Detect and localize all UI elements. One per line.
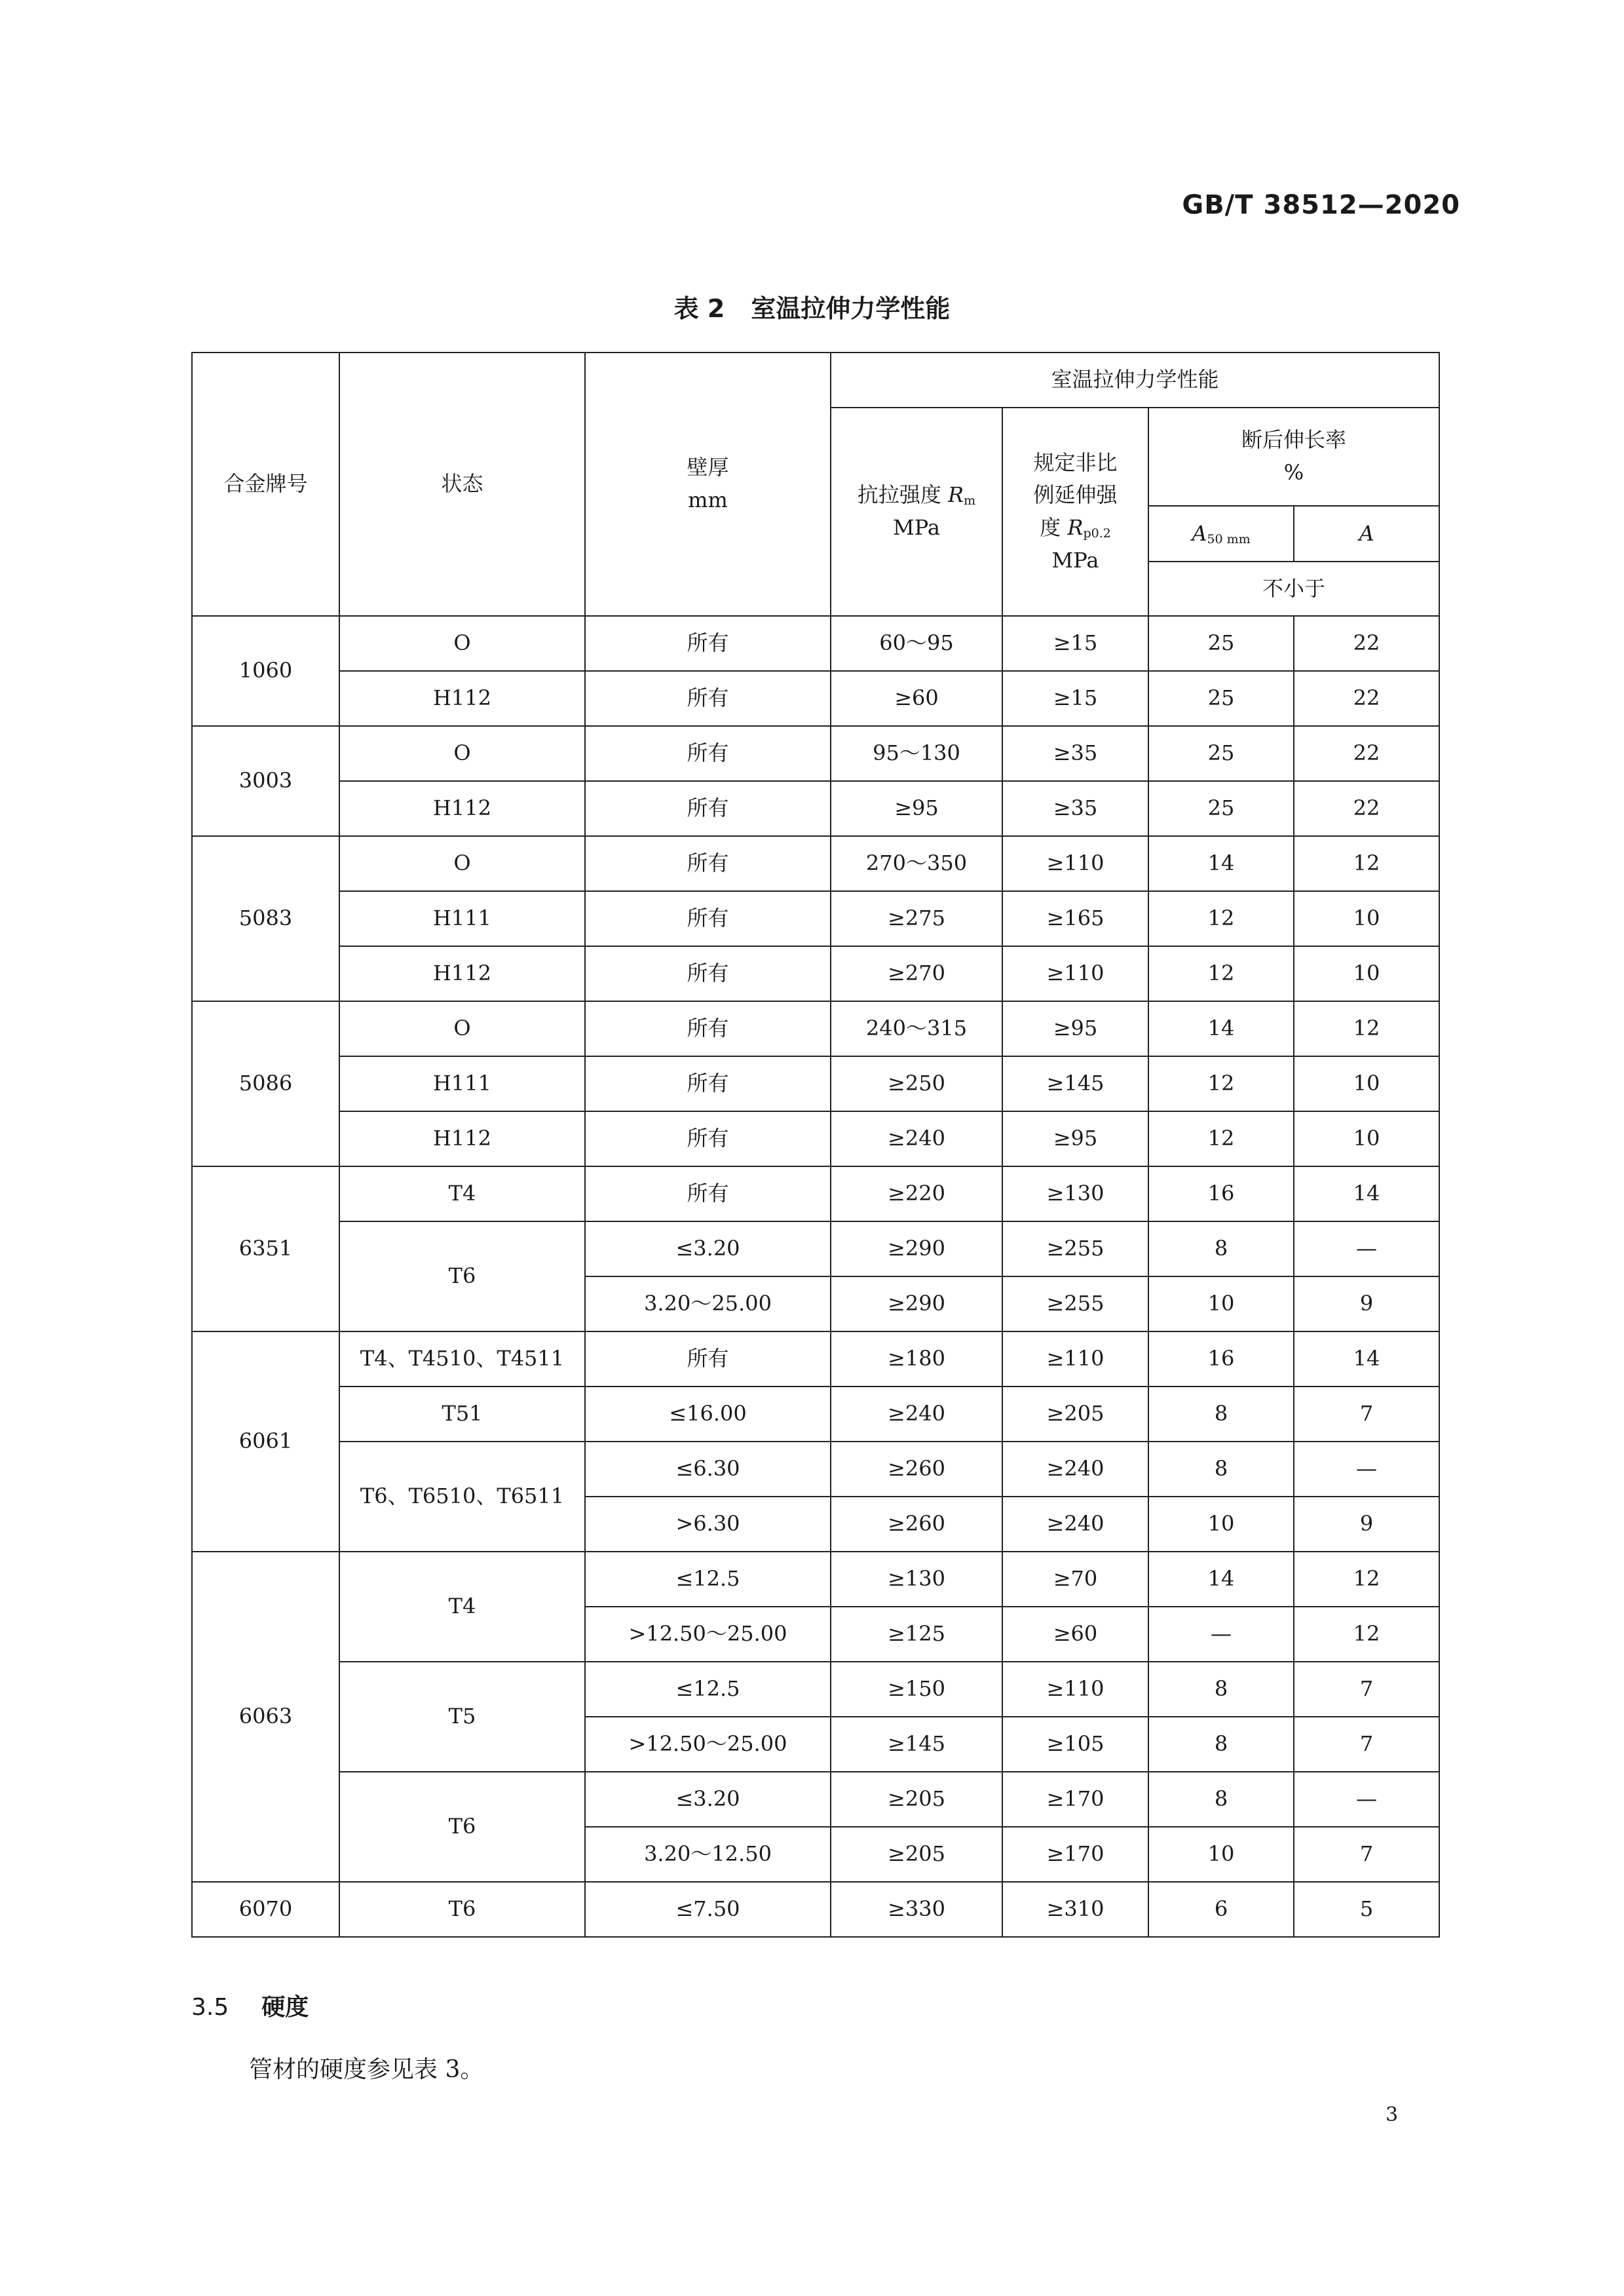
- cell-proof-strength: ≥95: [1002, 1111, 1148, 1166]
- cell-elongation-a: 10: [1294, 1111, 1439, 1166]
- cell-temper: T51: [339, 1387, 585, 1442]
- header-rp-label3: 度: [1040, 515, 1068, 540]
- header-temper: 状态: [339, 353, 585, 616]
- cell-tensile-strength: ≥145: [831, 1717, 1002, 1772]
- cell-alloy: 3003: [192, 726, 339, 836]
- cell-tensile-strength: 240～315: [831, 1001, 1002, 1056]
- body-paragraph: 管材的硬度参见表 3。: [249, 2056, 484, 2083]
- cell-thickness: 3.20～12.50: [585, 1827, 831, 1882]
- cell-alloy: 6070: [192, 1882, 339, 1937]
- table-row: [192, 1882, 1439, 1937]
- cell-thickness: 3.20～25.00: [585, 1276, 831, 1331]
- cell-elongation-a50: 12: [1148, 891, 1294, 946]
- cell-tensile-strength: ≥95: [831, 781, 1002, 836]
- cell-elongation-a50: 10: [1148, 1497, 1294, 1552]
- cell-elongation-a50: —: [1148, 1607, 1294, 1662]
- cell-alloy: 6061: [192, 1331, 339, 1552]
- page-number: 3: [1386, 2103, 1399, 2126]
- table-body: [192, 616, 1439, 1937]
- header-thickness-label: 壁厚: [687, 455, 729, 480]
- cell-temper: O: [339, 836, 585, 891]
- cell-thickness: 所有: [585, 1331, 831, 1387]
- header-rp-label2: 例延伸强: [1033, 482, 1118, 508]
- cell-tensile-strength: ≥130: [831, 1552, 1002, 1607]
- cell-thickness: 所有: [585, 1111, 831, 1166]
- cell-proof-strength: ≥145: [1002, 1056, 1148, 1111]
- header-a: [1294, 506, 1439, 562]
- cell-proof-strength: ≥60: [1002, 1607, 1148, 1662]
- header-group: 室温拉伸力学性能: [831, 353, 1439, 408]
- cell-elongation-a50: 25: [1148, 616, 1294, 671]
- cell-proof-strength: ≥165: [1002, 891, 1148, 946]
- cell-temper: T4: [339, 1166, 585, 1221]
- table-row: [192, 946, 1439, 1001]
- cell-thickness: 所有: [585, 1001, 831, 1056]
- cell-thickness: 所有: [585, 616, 831, 671]
- cell-tensile-strength: ≥260: [831, 1442, 1002, 1497]
- cell-elongation-a: 9: [1294, 1497, 1439, 1552]
- cell-elongation-a: 14: [1294, 1166, 1439, 1221]
- header-thickness: [585, 353, 831, 616]
- header-elongation-unit: %: [1283, 460, 1304, 485]
- header-rp: [1002, 408, 1148, 616]
- table-row: [192, 1166, 1439, 1221]
- header-rm: [831, 408, 1002, 616]
- cell-tensile-strength: ≥275: [831, 891, 1002, 946]
- cell-alloy: 5086: [192, 1001, 339, 1166]
- header-rp-unit: MPa: [1051, 547, 1099, 573]
- cell-elongation-a: 10: [1294, 891, 1439, 946]
- cell-elongation-a50: 12: [1148, 1056, 1294, 1111]
- cell-temper: O: [339, 616, 585, 671]
- header-rp-label1: 规定非比: [1033, 450, 1118, 475]
- cell-proof-strength: ≥110: [1002, 836, 1148, 891]
- cell-proof-strength: ≥35: [1002, 726, 1148, 781]
- cell-thickness: ≤3.20: [585, 1221, 831, 1276]
- cell-elongation-a50: 14: [1148, 1552, 1294, 1607]
- cell-thickness: ≤7.50: [585, 1882, 831, 1937]
- table-row: [192, 1056, 1439, 1111]
- cell-elongation-a: 7: [1294, 1717, 1439, 1772]
- cell-tensile-strength: ≥180: [831, 1331, 1002, 1387]
- cell-elongation-a50: 8: [1148, 1717, 1294, 1772]
- header-rp-symbol: R: [1067, 515, 1084, 540]
- cell-tensile-strength: ≥330: [831, 1882, 1002, 1937]
- section-number: 3.5: [191, 1994, 229, 2021]
- cell-elongation-a: 22: [1294, 616, 1439, 671]
- cell-elongation-a50: 25: [1148, 781, 1294, 836]
- cell-elongation-a50: 6: [1148, 1882, 1294, 1937]
- cell-elongation-a50: 14: [1148, 1001, 1294, 1056]
- cell-alloy: 1060: [192, 616, 339, 726]
- cell-elongation-a50: 25: [1148, 671, 1294, 726]
- cell-proof-strength: ≥95: [1002, 1001, 1148, 1056]
- cell-elongation-a: 7: [1294, 1662, 1439, 1717]
- cell-alloy: 5083: [192, 836, 339, 1001]
- cell-proof-strength: ≥240: [1002, 1497, 1148, 1552]
- header-a50: [1148, 506, 1294, 562]
- cell-elongation-a: 7: [1294, 1827, 1439, 1882]
- table-row: [192, 1772, 1439, 1827]
- cell-temper: T4: [339, 1552, 585, 1662]
- header-a-symbol: A: [1359, 520, 1374, 546]
- cell-temper: H112: [339, 1111, 585, 1166]
- cell-temper: T5: [339, 1662, 585, 1772]
- cell-thickness: 所有: [585, 1056, 831, 1111]
- cell-thickness: ≤6.30: [585, 1442, 831, 1497]
- cell-tensile-strength: ≥205: [831, 1772, 1002, 1827]
- cell-elongation-a50: 12: [1148, 1111, 1294, 1166]
- table-row: [192, 1001, 1439, 1056]
- cell-thickness: ≤16.00: [585, 1387, 831, 1442]
- cell-proof-strength: ≥15: [1002, 616, 1148, 671]
- cell-elongation-a50: 25: [1148, 726, 1294, 781]
- cell-elongation-a50: 8: [1148, 1221, 1294, 1276]
- cell-proof-strength: ≥255: [1002, 1221, 1148, 1276]
- cell-temper: T6: [339, 1221, 585, 1331]
- cell-thickness: ≤12.5: [585, 1552, 831, 1607]
- cell-temper: H111: [339, 891, 585, 946]
- cell-tensile-strength: ≥205: [831, 1827, 1002, 1882]
- table-row: [192, 1331, 1439, 1387]
- cell-elongation-a50: 14: [1148, 836, 1294, 891]
- cell-tensile-strength: ≥260: [831, 1497, 1002, 1552]
- cell-tensile-strength: ≥250: [831, 1056, 1002, 1111]
- header-a50-subscript: 50 mm: [1207, 531, 1251, 546]
- cell-elongation-a: 14: [1294, 1331, 1439, 1387]
- cell-tensile-strength: ≥60: [831, 671, 1002, 726]
- standard-number: GB/T 38512—2020: [1182, 190, 1460, 220]
- cell-temper: H112: [339, 671, 585, 726]
- cell-tensile-strength: ≥240: [831, 1111, 1002, 1166]
- cell-temper: T6: [339, 1882, 585, 1937]
- cell-elongation-a: —: [1294, 1221, 1439, 1276]
- cell-tensile-strength: ≥290: [831, 1276, 1002, 1331]
- cell-thickness: 所有: [585, 1166, 831, 1221]
- cell-elongation-a: 12: [1294, 836, 1439, 891]
- cell-temper: O: [339, 1001, 585, 1056]
- cell-thickness: 所有: [585, 671, 831, 726]
- cell-elongation-a: 10: [1294, 946, 1439, 1001]
- cell-elongation-a: 5: [1294, 1882, 1439, 1937]
- cell-proof-strength: ≥110: [1002, 1662, 1148, 1717]
- table-row: [192, 616, 1439, 671]
- section-title: 硬度: [261, 1994, 309, 2021]
- cell-elongation-a: 9: [1294, 1276, 1439, 1331]
- section-heading: [191, 1989, 309, 2022]
- cell-thickness: 所有: [585, 946, 831, 1001]
- cell-thickness: >12.50～25.00: [585, 1607, 831, 1662]
- cell-proof-strength: ≥255: [1002, 1276, 1148, 1331]
- cell-proof-strength: ≥110: [1002, 946, 1148, 1001]
- table-row: [192, 1662, 1439, 1717]
- cell-temper: O: [339, 726, 585, 781]
- cell-temper: T6: [339, 1772, 585, 1882]
- cell-elongation-a: 22: [1294, 726, 1439, 781]
- cell-tensile-strength: 270～350: [831, 836, 1002, 891]
- cell-elongation-a50: 8: [1148, 1442, 1294, 1497]
- header-rm-label: 抗拉强度: [857, 482, 949, 508]
- cell-elongation-a50: 8: [1148, 1387, 1294, 1442]
- cell-tensile-strength: ≥270: [831, 946, 1002, 1001]
- cell-elongation-a50: 12: [1148, 946, 1294, 1001]
- cell-thickness: 所有: [585, 836, 831, 891]
- cell-tensile-strength: ≥220: [831, 1166, 1002, 1221]
- cell-elongation-a: 10: [1294, 1056, 1439, 1111]
- table-row: [192, 1442, 1439, 1497]
- table-row: [192, 836, 1439, 891]
- cell-thickness: ≤12.5: [585, 1662, 831, 1717]
- cell-proof-strength: ≥310: [1002, 1882, 1148, 1937]
- table-row: [192, 1387, 1439, 1442]
- cell-proof-strength: ≥170: [1002, 1827, 1148, 1882]
- cell-elongation-a50: 10: [1148, 1276, 1294, 1331]
- table-caption-title: 室温拉伸力学性能: [751, 294, 951, 323]
- table-row: [192, 671, 1439, 726]
- cell-proof-strength: ≥15: [1002, 671, 1148, 726]
- cell-elongation-a50: 8: [1148, 1662, 1294, 1717]
- header-elongation: [1148, 408, 1439, 506]
- cell-elongation-a: 22: [1294, 671, 1439, 726]
- header-thickness-unit: mm: [688, 488, 728, 512]
- table-row: [192, 781, 1439, 836]
- cell-thickness: >12.50～25.00: [585, 1717, 831, 1772]
- cell-tensile-strength: 60～95: [831, 616, 1002, 671]
- cell-proof-strength: ≥170: [1002, 1772, 1148, 1827]
- header-rm-subscript: m: [964, 493, 976, 508]
- cell-elongation-a: 12: [1294, 1001, 1439, 1056]
- cell-alloy: 6351: [192, 1166, 339, 1331]
- table-caption: [0, 288, 1624, 324]
- cell-temper: T6、T6510、T6511: [339, 1442, 585, 1552]
- cell-proof-strength: ≥205: [1002, 1387, 1148, 1442]
- table-row: [192, 1111, 1439, 1166]
- cell-thickness: 所有: [585, 781, 831, 836]
- cell-elongation-a50: 10: [1148, 1827, 1294, 1882]
- table-row: [192, 891, 1439, 946]
- cell-elongation-a50: 8: [1148, 1772, 1294, 1827]
- header-min: 不小于: [1148, 562, 1439, 616]
- cell-tensile-strength: ≥150: [831, 1662, 1002, 1717]
- cell-elongation-a: —: [1294, 1442, 1439, 1497]
- cell-thickness: 所有: [585, 891, 831, 946]
- cell-proof-strength: ≥130: [1002, 1166, 1148, 1221]
- header-a50-symbol: A: [1192, 520, 1207, 546]
- cell-proof-strength: ≥70: [1002, 1552, 1148, 1607]
- cell-elongation-a: 12: [1294, 1607, 1439, 1662]
- cell-elongation-a: 12: [1294, 1552, 1439, 1607]
- cell-tensile-strength: ≥240: [831, 1387, 1002, 1442]
- table-row: [192, 726, 1439, 781]
- header-alloy: 合金牌号: [192, 353, 339, 616]
- cell-elongation-a: —: [1294, 1772, 1439, 1827]
- header-elongation-label: 断后伸长率: [1241, 427, 1347, 453]
- table-row: [192, 1552, 1439, 1607]
- cell-proof-strength: ≥35: [1002, 781, 1148, 836]
- cell-elongation-a: 22: [1294, 781, 1439, 836]
- cell-thickness: ≤3.20: [585, 1772, 831, 1827]
- header-rm-unit: MPa: [893, 515, 940, 540]
- cell-proof-strength: ≥240: [1002, 1442, 1148, 1497]
- cell-tensile-strength: ≥290: [831, 1221, 1002, 1276]
- header-rm-symbol: R: [948, 482, 964, 508]
- cell-elongation-a50: 16: [1148, 1166, 1294, 1221]
- cell-thickness: 所有: [585, 726, 831, 781]
- cell-proof-strength: ≥105: [1002, 1717, 1148, 1772]
- cell-temper: H112: [339, 946, 585, 1001]
- cell-alloy: 6063: [192, 1552, 339, 1882]
- cell-elongation-a50: 16: [1148, 1331, 1294, 1387]
- cell-thickness: >6.30: [585, 1497, 831, 1552]
- tensile-properties-table: [191, 352, 1440, 1938]
- table-row: [192, 1221, 1439, 1276]
- header-rp-subscript: p0.2: [1083, 526, 1111, 541]
- cell-temper: H112: [339, 781, 585, 836]
- cell-temper: H111: [339, 1056, 585, 1111]
- cell-tensile-strength: 95～130: [831, 726, 1002, 781]
- cell-elongation-a: 7: [1294, 1387, 1439, 1442]
- cell-tensile-strength: ≥125: [831, 1607, 1002, 1662]
- cell-proof-strength: ≥110: [1002, 1331, 1148, 1387]
- cell-temper: T4、T4510、T4511: [339, 1331, 585, 1387]
- table-caption-number: 表 2: [673, 294, 725, 323]
